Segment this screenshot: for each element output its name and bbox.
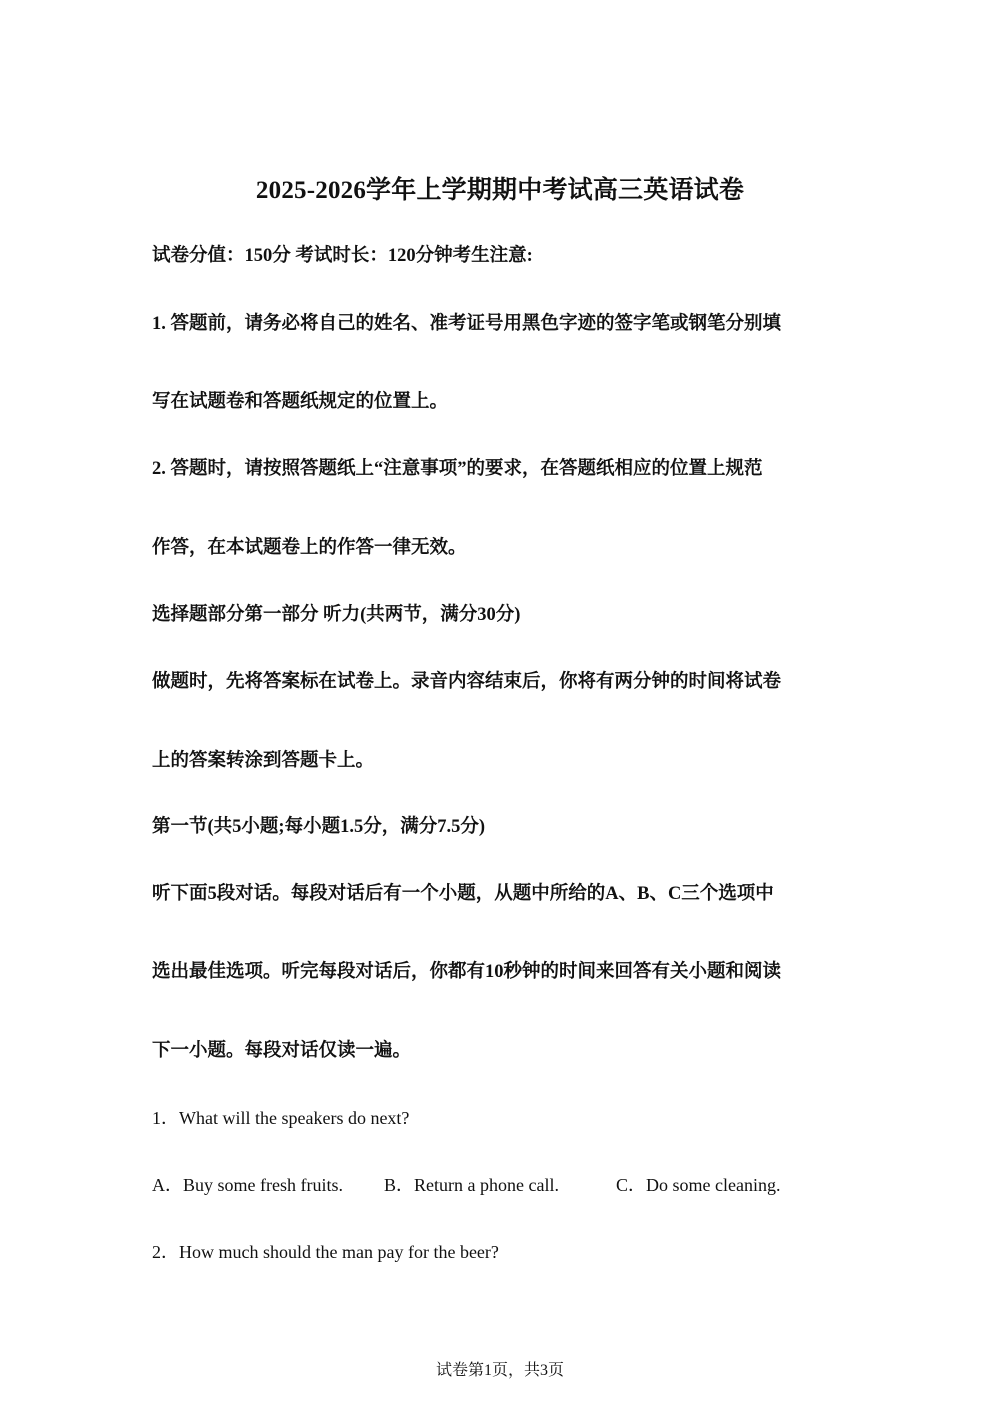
question-1-stem: 1．What will the speakers do next? <box>152 1108 410 1128</box>
question-2-stem: 2．How much should the man pay for the beer? <box>152 1242 499 1262</box>
section-heading-listening: 选择题部分第一部分 听力(共两节，满分30分) <box>152 605 521 625</box>
subsection-instruction-line-3: 下一小题。每段对话仅读一遍。 <box>152 1041 412 1061</box>
exam-info-line: 试卷分值：150分 考试时长：120分钟考生注意: <box>152 246 533 266</box>
question-1-option-c: C．Do some cleaning. <box>616 1175 781 1195</box>
question-1-option-b: B．Return a phone call. <box>384 1175 559 1195</box>
subsection-instruction-line-1: 听下面5段对话。每段对话后有一个小题，从题中所给的A、B、C三个选项中 <box>152 884 774 904</box>
notice-2-line-1: 2. 答题时，请按照答题纸上“注意事项”的要求，在答题纸相应的位置上规范 <box>152 459 763 479</box>
question-1-option-a: A．Buy some fresh fruits. <box>152 1175 343 1195</box>
listening-instruction-line-2: 上的答案转涂到答题卡上。 <box>152 751 375 771</box>
notice-2-line-2: 作答，在本试题卷上的作答一律无效。 <box>152 538 467 558</box>
notice-1-line-1: 1. 答题前，请务必将自己的姓名、准考证号用黑色字迹的签字笔或钢笔分别填 <box>152 314 782 334</box>
subsection-instruction-line-2: 选出最佳选项。听完每段对话后，你都有10秒钟的时间来回答有关小题和阅读 <box>152 962 782 982</box>
subsection-heading-1: 第一节(共5小题;每小题1.5分，满分7.5分) <box>152 817 485 837</box>
page-footer: 试卷第1页，共3页 <box>435 1362 564 1379</box>
listening-instruction-line-1: 做题时，先将答案标在试卷上。录音内容结束后，你将有两分钟的时间将试卷 <box>152 672 782 692</box>
notice-1-line-2: 写在试题卷和答题纸规定的位置上。 <box>152 392 449 412</box>
exam-title: 2025-2026学年上学期期中考试高三英语试卷 <box>255 177 745 204</box>
